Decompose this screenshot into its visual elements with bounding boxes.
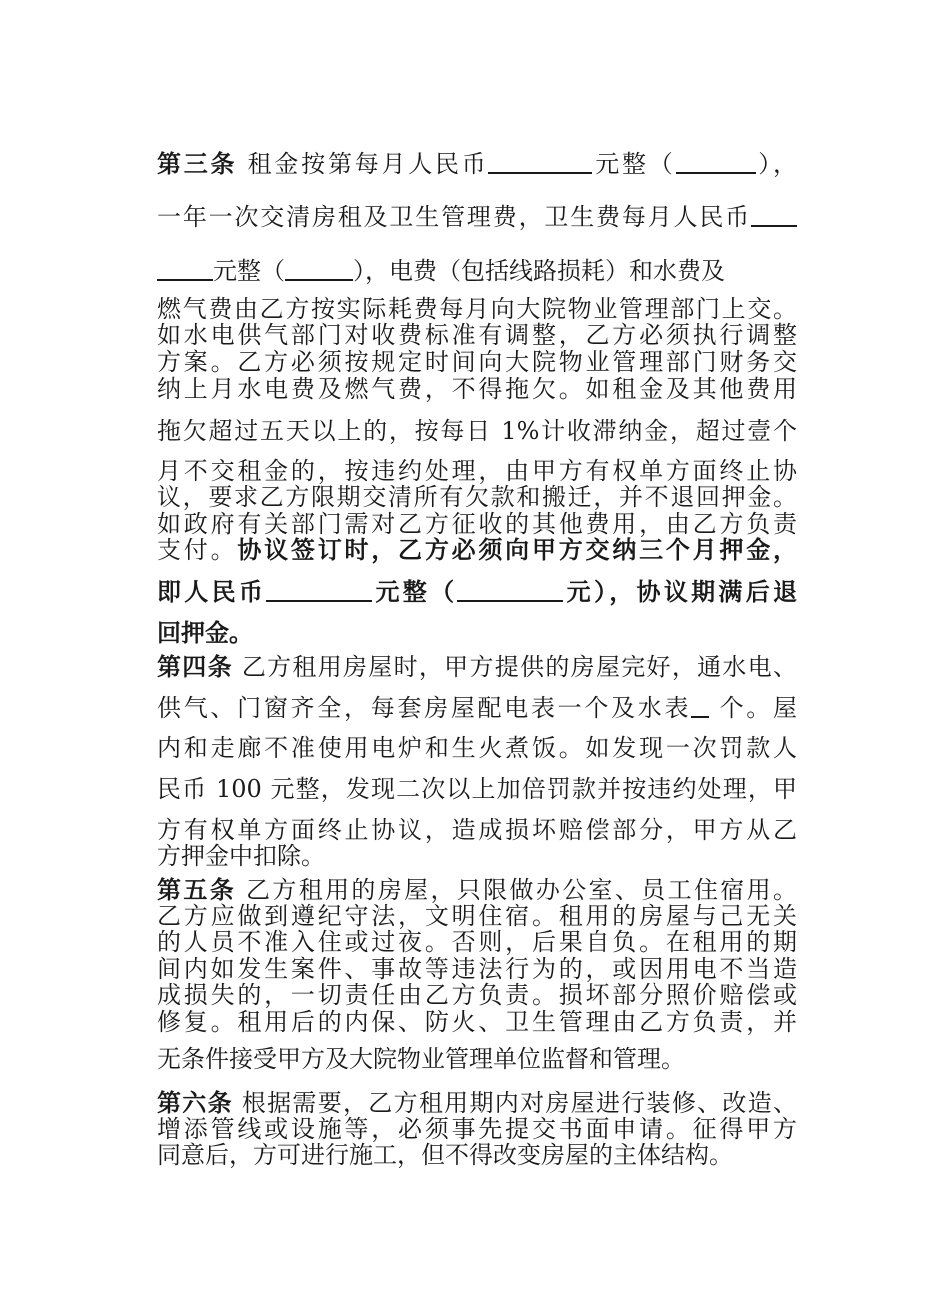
- article5-line-7: 无条件接受甲方及大院物业管理单位监督和管理。: [157, 1045, 685, 1073]
- sanitation-fee-blank-a: [751, 203, 797, 227]
- article3-line-11: 如政府有关部门需对乙方征收的其他费用，由乙方负责: [157, 510, 797, 538]
- deposit-clause: 协议签订时，乙方必须向甲方交纳三个月押金，: [237, 535, 798, 564]
- water-meter-count-blank: [691, 694, 709, 718]
- article4-line-5: 方有权单方面终止协议，造成损坏赔偿部分，甲方从乙: [157, 816, 797, 844]
- article5-line-4: 间内如发生案件、事故等违法行为的，或因用电不当造: [157, 955, 797, 983]
- article3-line-14: 回押金。: [157, 618, 253, 647]
- article3-line-12: 支付。协议签订时，乙方必须向甲方交纳三个月押金，: [157, 535, 798, 564]
- sanitation-fee-words-blank: [285, 257, 353, 281]
- article6-line-2: 增添管线或设施等，必须事先提交书面申请。征得甲方: [157, 1115, 797, 1143]
- article5-line-6: 修复。租用后的内保、防火、卫生管理由乙方负责，并: [157, 1008, 797, 1036]
- article3-line-7: 纳上月水电费及燃气费，不得拖欠。如租金及其他费用: [157, 375, 797, 403]
- article3-line-3: 元整（ ），电费（包括线路损耗）和水费及: [157, 257, 797, 284]
- article4-line-6: 方押金中扣除。: [157, 842, 325, 870]
- article5-line-5: 成损失的，一切责任由乙方负责。损坏部分照价赔偿或: [157, 981, 797, 1009]
- article6-heading: 第六条: [157, 1088, 233, 1117]
- article4-line-4: 民币 100 元整，发现二次以上加倍罚款并按违约处理，甲: [157, 775, 797, 803]
- article6-line-1: 第六条 根据需要，乙方租用期内对房屋进行装修、改造、: [157, 1088, 798, 1117]
- article4-line-2: 供气、门窗齐全，每套房屋配电表一个及水表 个。屋: [157, 694, 798, 722]
- article6-line-3: 同意后，方可进行施工，但不得改变房屋的主体结构。: [157, 1141, 733, 1169]
- article3-line-10: 议，要求乙方限期交清所有欠款和搬迁，并不退回押金。: [157, 483, 797, 511]
- article4-line-1: 第四条 乙方租用房屋时，甲方提供的房屋完好，通水电、: [157, 652, 798, 681]
- article3-line-9: 月不交租金的，按违约处理，由甲方有权单方面终止协: [157, 457, 797, 485]
- article3-line-4: 燃气费由乙方按实际耗费每月向大院物业管理部门上交。: [157, 295, 797, 323]
- deposit-words-blank: [457, 578, 563, 602]
- article3-line-13: 即人民币 元整（ 元），协议期满后退: [157, 577, 798, 606]
- article5-line-1: 第五条 乙方租用的房屋，只限做办公室、员工住宿用。: [157, 875, 797, 904]
- article3-line-6: 方案。乙方必须按规定时间向大院物业管理部门财务交: [157, 348, 797, 376]
- article5-line-3: 的人员不准入住或过夜。否则，后果自负。在租用的期: [157, 928, 797, 956]
- sanitation-fee-blank-b: [157, 257, 213, 281]
- monthly-rent-blank: [488, 150, 592, 174]
- article5-line-2: 乙方应做到遵纪守法，文明住宿。租用的房屋与己无关: [157, 902, 797, 930]
- article3-line-2: 一年一次交清房租及卫生管理费，卫生费每月人民币: [157, 203, 797, 230]
- article4-line-3: 内和走廊不准使用电炉和生火煮饭。如发现一次罚款人: [157, 734, 797, 762]
- monthly-rent-words-blank: [676, 150, 756, 174]
- article3-heading: 第三条: [157, 149, 238, 178]
- article5-heading: 第五条: [157, 875, 237, 904]
- article3-line-8: 拖欠超过五天以上的，按每日 1%计收滞纳金，超过壹个: [157, 417, 797, 445]
- deposit-amount-blank: [266, 578, 372, 602]
- article4-heading: 第四条: [157, 652, 233, 681]
- article3-line-1: 第三条 租金按第每月人民币 元整（ ），: [157, 149, 798, 178]
- article3-line-5: 如水电供气部门对收费标准有调整，乙方必须执行调整: [157, 321, 797, 349]
